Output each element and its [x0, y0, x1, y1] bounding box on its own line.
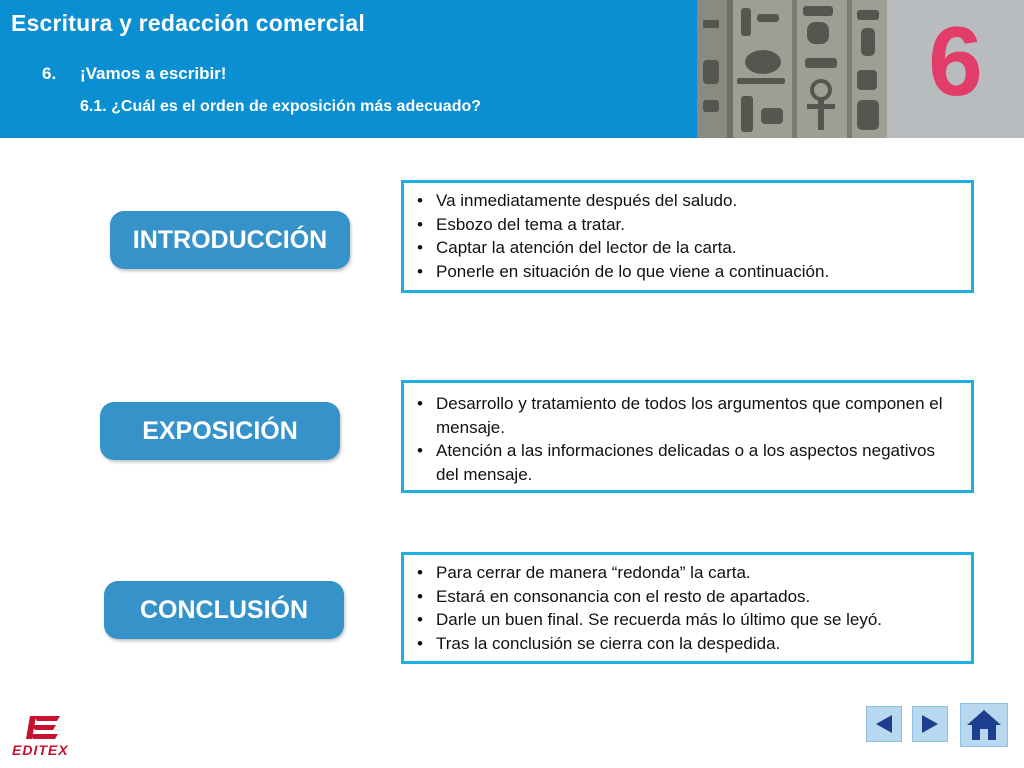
list-item: • Esbozo del tema a tratar.	[414, 213, 959, 237]
list-item: • Para cerrar de manera “redonda” la carta.	[414, 561, 959, 585]
label-exposicion: EXPOSICIÓN	[100, 402, 340, 460]
course-title: Escritura y redacción comercial	[11, 10, 365, 36]
previous-slide-button[interactable]	[866, 706, 902, 742]
chapter-title: ¡Vamos a escribir!	[80, 64, 227, 83]
chapter-badge-number: 6	[928, 6, 983, 116]
arrow-left-icon	[872, 712, 896, 736]
hieroglyph-picture	[697, 0, 887, 138]
hieroglyph-image	[697, 0, 887, 138]
list-item: • Desarrollo y tratamiento de todos los argumentos que componen el mensaje.	[414, 392, 959, 439]
label-introduccion: INTRODUCCIÓN	[110, 211, 350, 269]
list-item: • Va inmediatamente después del saludo.	[414, 189, 959, 213]
list-item: • Tras la conclusión se cierra con la despedida.	[414, 632, 959, 656]
home-button[interactable]	[960, 703, 1008, 747]
bullet-list-conclusion	[414, 561, 959, 655]
chapter-number: 6.	[42, 64, 57, 83]
list-item: • Darle un buen final. Se recuerda más lo último que se leyó.	[414, 608, 959, 632]
box-conclusion	[401, 552, 974, 664]
bullet-list-introduccion	[414, 189, 959, 283]
label-conclusion: CONCLUSIÓN	[104, 581, 344, 639]
box-introduccion	[401, 180, 974, 293]
list-item: • Estará en consonancia con el resto de apartados.	[414, 585, 959, 609]
arrow-right-icon	[918, 712, 942, 736]
editex-logo	[12, 712, 78, 760]
chapter-badge	[887, 0, 1024, 138]
list-item: • Ponerle en situación de lo que viene a continuación.	[414, 260, 959, 284]
chapter-heading	[42, 64, 226, 84]
list-item: • Atención a las informaciones delicadas o a los aspectos negativos del mensaje.	[414, 439, 959, 486]
editex-logo-mark-icon	[26, 712, 66, 742]
next-slide-button[interactable]	[912, 706, 948, 742]
editex-logo-text: EDITEX	[12, 742, 69, 758]
bullet-list-exposicion	[414, 392, 959, 486]
section-title: 6.1. ¿Cuál es el orden de exposición más adecuado?	[80, 98, 482, 115]
list-item: • Captar la atención del lector de la carta.	[414, 236, 959, 260]
header-bar	[0, 0, 1024, 138]
box-exposicion	[401, 380, 974, 493]
home-icon	[965, 708, 1003, 742]
